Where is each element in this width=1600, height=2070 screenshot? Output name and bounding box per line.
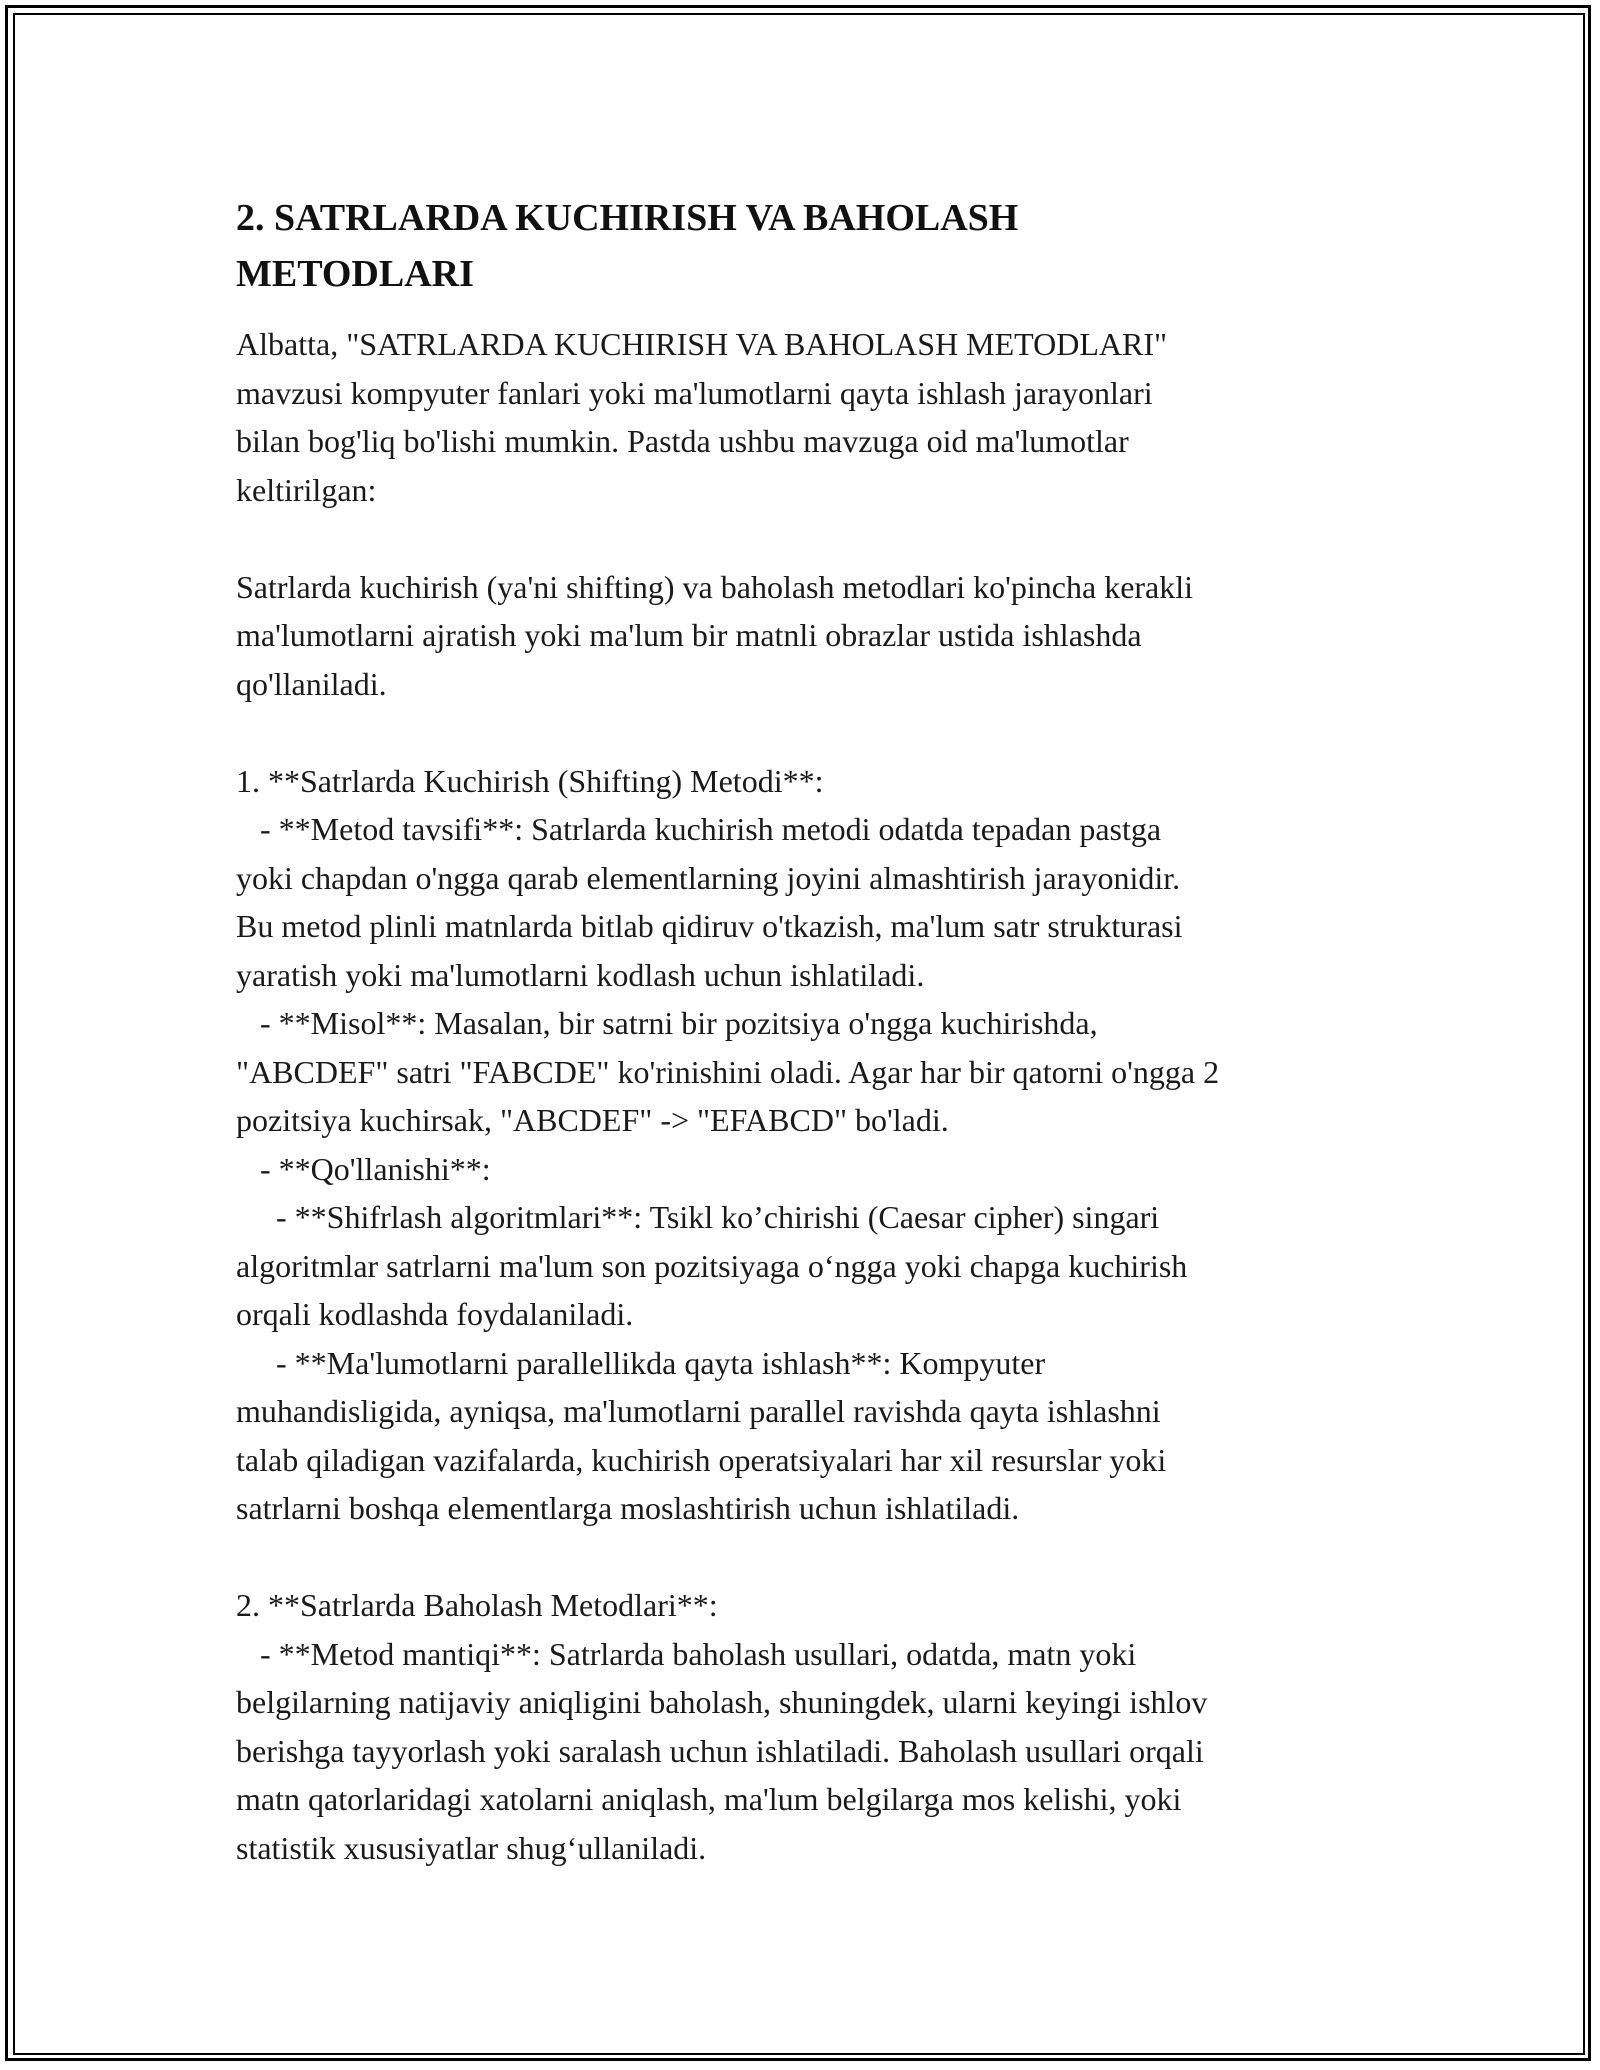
shifting-method-section [236,757,1396,1533]
text-line: statistik xususiyatlar shug‘ullaniladi. [236,1829,707,1866]
intro-paragraph [236,320,1396,514]
text-line: Satrlarda kuchirish (ya'ni shifting) va baholash metodlari ko'pincha kerakli [236,568,1194,605]
text-line: 2. **Satrlarda Baholash Metodlari**: [236,1587,718,1623]
text-line: "ABCDEF" satri "FABCDE" ko'rinishini oladi. Agar har bir qatorni o'ngga 2 [236,1053,1220,1090]
text-line: ma'lumotlarni ajratish yoki ma'lum bir matnli obrazlar ustida ishlashda [236,617,1142,653]
text-line: qo'llaniladi. [236,665,387,702]
paragraph-gap [236,1533,1396,1582]
text-line: satrlarni boshqa elementlarga moslashtirish uchun ishlatiladi. [236,1490,1020,1526]
definition-paragraph [236,563,1396,709]
text-line: - **Misol**: Masalan, bir satrni bir pozitsiya o'ngga kuchirishda, [236,1005,1098,1041]
text-line: - **Metod tavsifi**: Satrlarda kuchirish metodi odatda tepadan pastga [236,811,1162,847]
text-line: - **Qo'llanishi**: [236,1150,491,1187]
text-line: algoritmlar satrlarni ma'lum son pozitsiyaga o‘ngga yoki chapga kuchirish [236,1247,1188,1284]
text-line: - **Shifrlash algoritmlari**: Tsikl ko’chirishi (Caesar cipher) singari [236,1199,1160,1235]
section-heading [236,190,1396,302]
document-body [236,190,1396,1872]
text-line: - **Ma'lumotlarni parallellikda qayta ishlash**: Kompyuter [236,1344,1046,1381]
text-line: belgilarning natijaviy aniqligini baholash, shuningdek, ularni keyingi ishlov [236,1684,1208,1720]
text-line: pozitsiya kuchirsak, "ABCDEF" -> "EFABCD" bo'ladi. [236,1102,949,1138]
paragraph-gap [236,708,1396,757]
heading-line: 2. SATRLARDA KUCHIRISH VA BAHOLASH [236,197,1019,239]
paragraph-gap [236,514,1396,563]
text-line: orqali kodlashda foydalaniladi. [236,1296,634,1332]
text-line: bilan bog'liq bo'lishi mumkin. Pastda ushbu mavzuga oid ma'lumotlar [236,423,1129,459]
text-line: Albatta, "SATRLARDA KUCHIRISH VA BAHOLASH METODLARI" [236,326,1168,362]
text-line: Bu metod plinli matnlarda bitlab qidiruv o'tkazish, ma'lum satr strukturasi [236,908,1183,944]
text-line: yoki chapdan o'ngga qarab elementlarning joyini almashtirish jarayonidir. [236,859,1181,896]
text-line: talab qiladigan vazifalarda, kuchirish operatsiyalari har xil resurslar yoki [236,1441,1167,1478]
text-line: matn qatorlaridagi xatolarni aniqlash, ma'lum belgilarga mos kelishi, yoki [236,1781,1182,1817]
text-line: 1. **Satrlarda Kuchirish (Shifting) Metodi**: [236,762,824,799]
text-line: mavzusi kompyuter fanlari yoki ma'lumotlarni qayta ishlash jarayonlari [236,374,1153,411]
text-line: muhandisligida, ayniqsa, ma'lumotlarni parallel ravishda qayta ishlashni [236,1393,1161,1429]
text-line: yaratish yoki ma'lumotlarni kodlash uchun ishlatiladi. [236,956,925,993]
text-line: berishga tayyorlash yoki saralash uchun ishlatiladi. Baholash usullari orqali [236,1732,1204,1769]
heading-line: METODLARI [236,253,474,295]
text-line: keltirilgan: [236,471,377,508]
text-line: - **Metod mantiqi**: Satrlarda baholash usullari, odatda, matn yoki [236,1635,1137,1672]
evaluation-method-section [236,1581,1396,1872]
